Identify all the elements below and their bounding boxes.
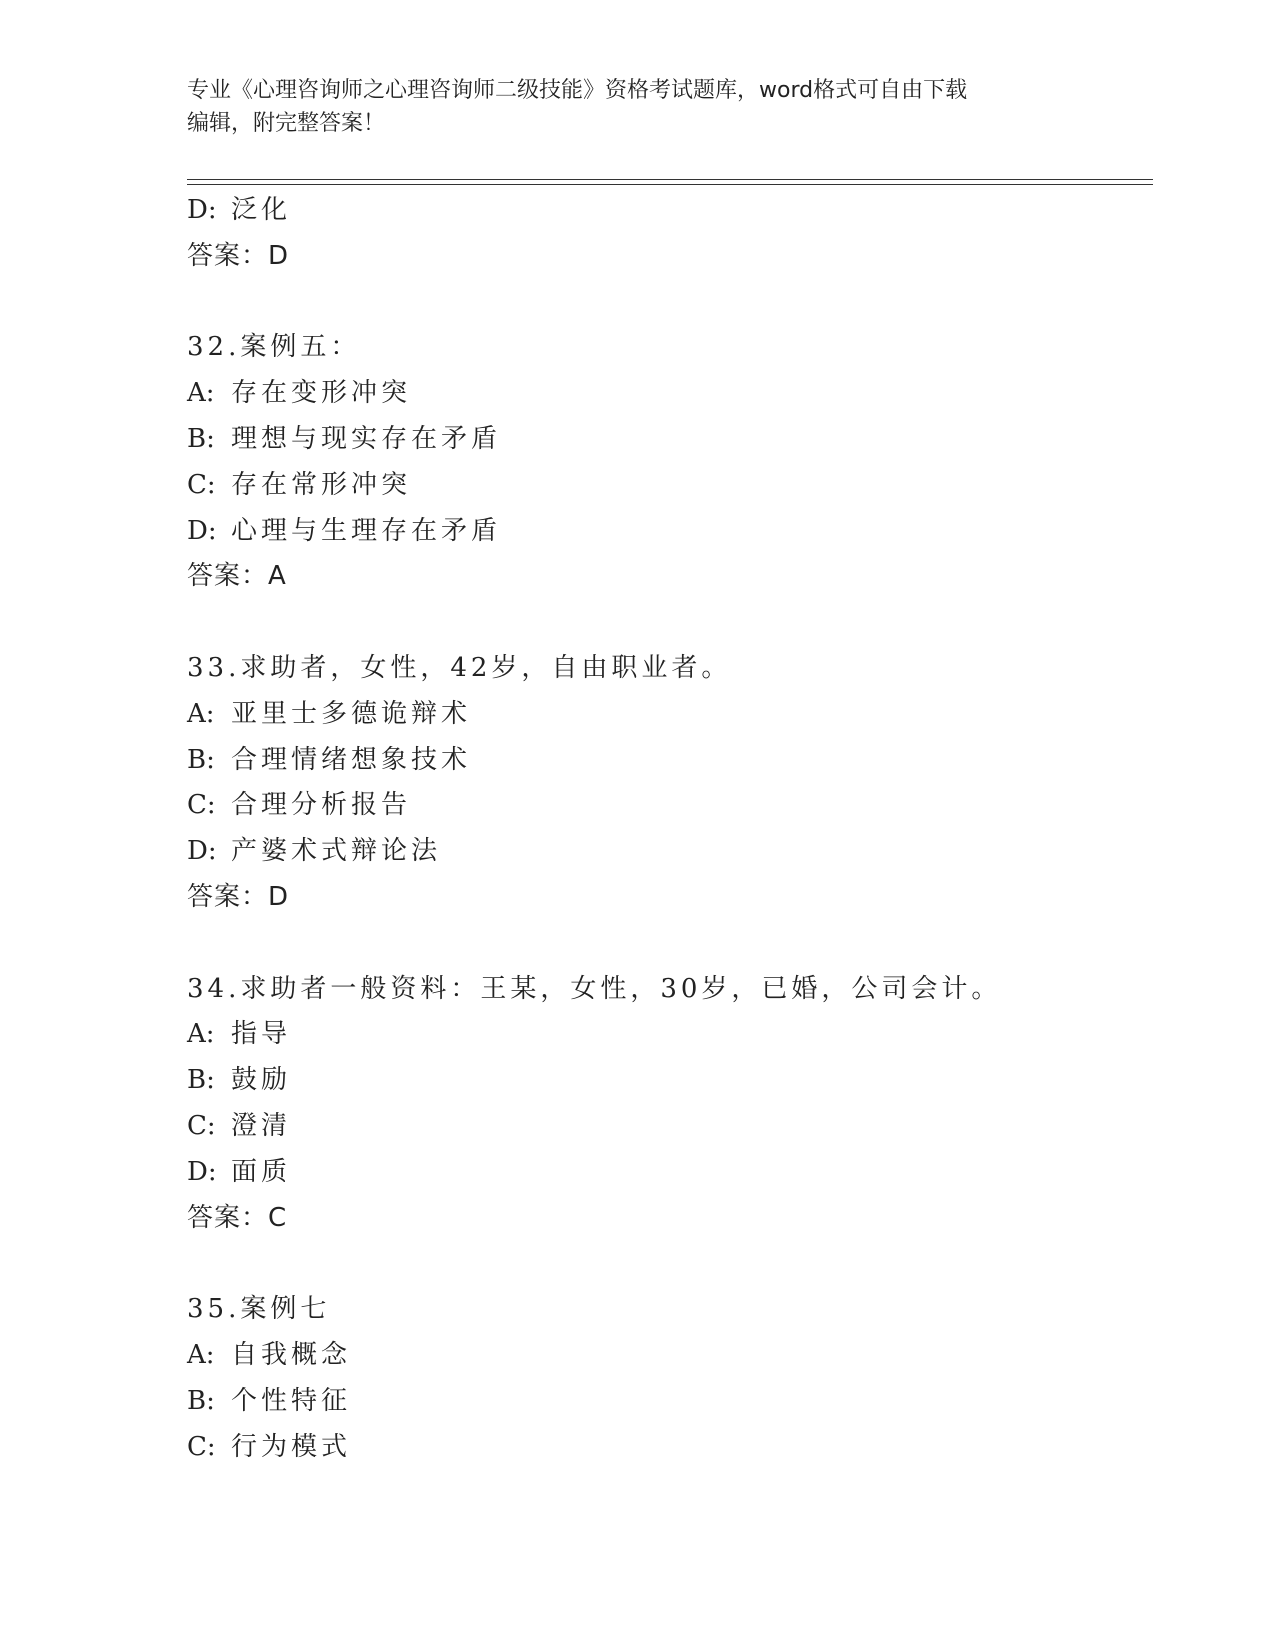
option-text: 个性特征 (231, 1385, 352, 1416)
option-text: 指导 (231, 1019, 292, 1050)
option-text: 合理情绪想象技术 (231, 744, 472, 775)
q32-answer: 答案：A (187, 561, 287, 592)
q33-option-a (187, 692, 1147, 738)
option-text: 产婆术式辩论法 (231, 836, 442, 867)
q34-option-c (187, 1104, 1147, 1150)
option-text: 亚里士多德诡辩术 (231, 698, 472, 729)
option-label: C: (187, 790, 216, 821)
option-label: C: (187, 1110, 216, 1141)
header-divider-top (187, 179, 1153, 180)
option-label: C: (187, 469, 216, 500)
option-label: D: (187, 195, 217, 225)
q33-answer: 答案：D (187, 881, 290, 912)
document-header (187, 74, 1077, 140)
q32-option-a (187, 371, 1147, 417)
option-text: 存在常形冲突 (231, 469, 412, 500)
q32-option-c (187, 463, 1147, 509)
option-text: 存在变形冲突 (231, 378, 412, 409)
option-text: 理想与现实存在矛盾 (231, 423, 502, 454)
q35-option-c (187, 1425, 1147, 1471)
q33-option-c (187, 783, 1147, 829)
header-line-1: 专业《心理咨询师之心理咨询师二级技能》资格考试题库，word格式可自由下载 (187, 78, 968, 103)
q31-answer: 答案：D (187, 240, 290, 271)
q34-option-a (187, 1012, 1147, 1058)
option-label: D: (187, 836, 217, 867)
q34-option-d (187, 1150, 1147, 1196)
q33-stem: 33.求助者，女性，42岁，自由职业者。 (187, 652, 732, 683)
option-text: 澄清 (231, 1110, 292, 1141)
q32-stem: 32.案例五： (187, 332, 361, 363)
q34-answer: 答案：C (187, 1202, 288, 1233)
option-text: 面质 (231, 1156, 292, 1187)
option-label: A: (187, 1339, 215, 1370)
spacer (187, 600, 1147, 646)
option-label: B: (187, 1065, 215, 1096)
option-text: 合理分析报告 (231, 790, 412, 821)
option-label: B: (187, 1385, 215, 1416)
q33-option-b (187, 738, 1147, 784)
spacer (187, 921, 1147, 967)
option-text: 行为模式 (231, 1431, 352, 1462)
q33-option-d (187, 829, 1147, 875)
option-label: D: (187, 515, 217, 546)
option-text: 泛化 (231, 195, 292, 225)
q32-option-b (187, 417, 1147, 463)
option-text: 鼓励 (231, 1065, 292, 1096)
q35-option-b (187, 1379, 1147, 1425)
option-text: 自我概念 (231, 1339, 352, 1370)
spacer (187, 1241, 1147, 1287)
option-label: B: (187, 744, 215, 775)
option-label: A: (187, 378, 215, 409)
option-label: C: (187, 1431, 216, 1462)
q31-option-d (187, 188, 1147, 234)
option-label: A: (187, 698, 215, 729)
header-line-2: 编辑，附完整答案！ (187, 111, 386, 136)
option-label: D: (187, 1156, 217, 1187)
option-text: 心理与生理存在矛盾 (231, 515, 502, 546)
spacer (187, 280, 1147, 326)
option-label: B: (187, 423, 215, 454)
q35-stem: 35.案例七 (187, 1294, 331, 1325)
q32-option-d (187, 509, 1147, 555)
q35-option-a (187, 1333, 1147, 1379)
option-label: A: (187, 1019, 215, 1050)
header-divider-bottom (187, 184, 1153, 185)
q34-stem: 34.求助者一般资料：王某，女性，30岁，已婚，公司会计。 (187, 973, 1002, 1004)
q34-option-b (187, 1058, 1147, 1104)
question-list (187, 188, 1147, 1470)
